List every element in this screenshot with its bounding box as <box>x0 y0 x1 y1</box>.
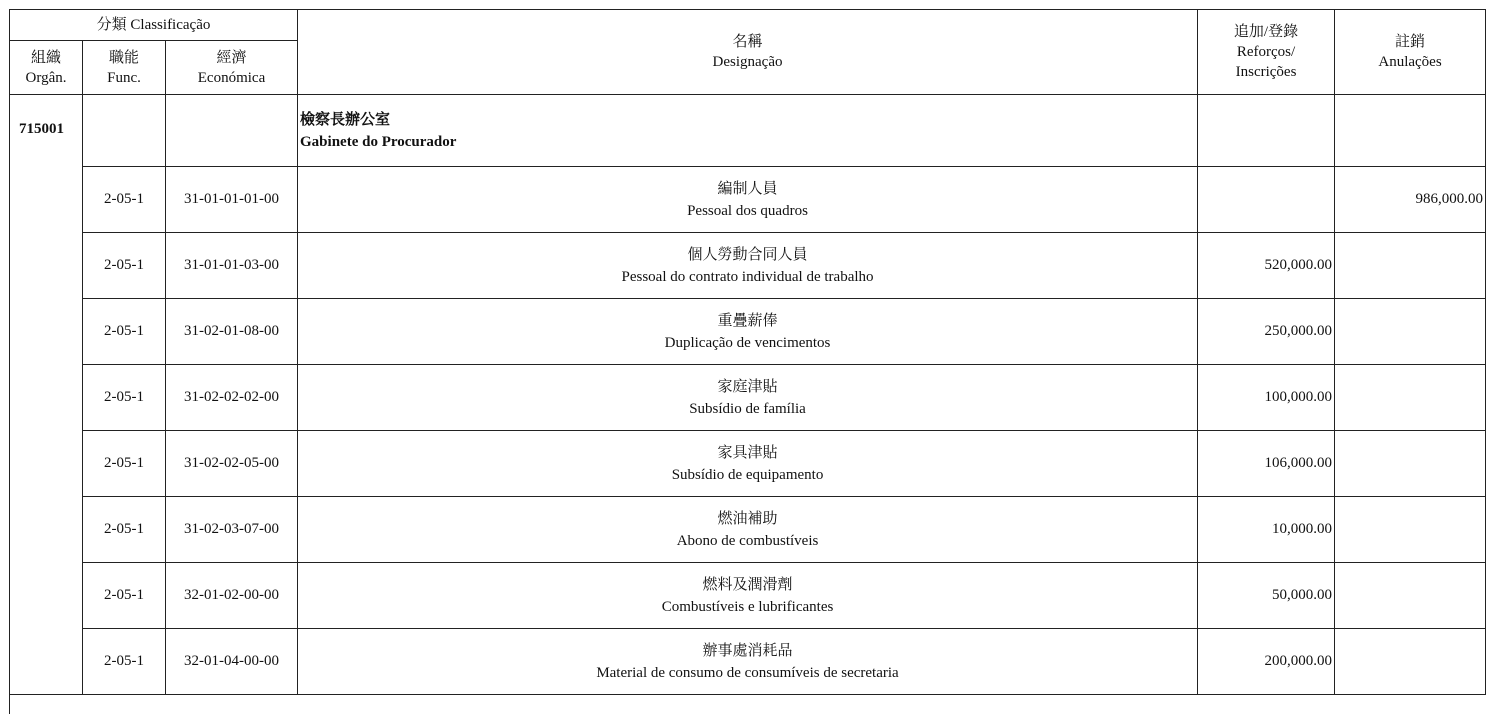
organization-name-pt: Gabinete do Procurador <box>300 133 457 150</box>
economic-code: 31-01-01-03-00 <box>166 233 298 299</box>
table-row <box>10 233 1486 299</box>
economic-code: 31-02-01-08-00 <box>166 299 298 365</box>
economic-header-pt: Económica <box>197 69 266 86</box>
functional-code: 2-05-1 <box>83 365 166 431</box>
designation-zh: 燃油補助 <box>717 510 778 527</box>
reinforcement-amount: 250,000.00 <box>1198 299 1335 365</box>
economic-code: 31-02-02-02-00 <box>166 365 298 431</box>
reinforcements-header-pt2: Inscrições <box>1235 64 1297 80</box>
designation-pt: Pessoal do contrato individual de trabalho <box>621 268 874 285</box>
header-row-top <box>10 10 1486 41</box>
designation-cell <box>298 563 1198 629</box>
annulment-amount <box>1335 497 1486 563</box>
table-row <box>10 497 1486 563</box>
economic-code: 32-01-04-00-00 <box>166 629 298 695</box>
designation-header <box>298 10 1198 95</box>
economic-code: 32-01-02-00-00 <box>166 563 298 629</box>
functional-code: 2-05-1 <box>83 167 166 233</box>
reinforcement-amount: 10,000.00 <box>1198 497 1335 563</box>
annulment-amount <box>1335 629 1486 695</box>
designation-pt: Abono de combustíveis <box>676 532 819 549</box>
annulment-amount <box>1335 299 1486 365</box>
organization-name-zh: 檢察長辦公室 <box>300 111 391 128</box>
designation-cell <box>298 233 1198 299</box>
designation-cell <box>298 497 1198 563</box>
organization-code: 715001 <box>10 95 83 695</box>
economic-code: 31-02-03-07-00 <box>166 497 298 563</box>
reinforcement-amount: 200,000.00 <box>1198 629 1335 695</box>
designation-pt: Subsídio de equipamento <box>671 466 824 483</box>
organization-econ-empty <box>166 95 298 167</box>
organic-header <box>10 41 83 95</box>
designation-header-pt: Designação <box>712 54 783 70</box>
functional-header <box>83 41 166 95</box>
organization-anulacoes-empty <box>1335 95 1486 167</box>
reinforcement-amount: 50,000.00 <box>1198 563 1335 629</box>
designation-pt: Pessoal dos quadros <box>687 202 808 219</box>
designation-zh: 重疊薪俸 <box>717 312 778 329</box>
designation-cell <box>298 629 1198 695</box>
annulments-header-pt: Anulações <box>1378 54 1442 70</box>
designation-pt: Material de consumo de consumíveis de secretaria <box>596 664 899 681</box>
designation-pt: Combustíveis e lubrificantes <box>661 598 834 615</box>
reinforcement-amount: 100,000.00 <box>1198 365 1335 431</box>
organization-func-empty <box>83 95 166 167</box>
annulments-header-zh: 註銷 <box>1395 34 1426 50</box>
table-row <box>10 563 1486 629</box>
designation-cell <box>298 299 1198 365</box>
table-row <box>10 431 1486 497</box>
reinforcements-header <box>1198 10 1335 95</box>
designation-cell <box>298 365 1198 431</box>
designation-cell <box>298 431 1198 497</box>
designation-zh: 辦事處消耗品 <box>702 642 793 659</box>
table-row <box>10 629 1486 695</box>
table-row <box>10 365 1486 431</box>
organization-name <box>298 95 1198 167</box>
organization-row <box>10 95 1486 167</box>
functional-header-pt: Func. <box>107 69 141 86</box>
annulment-amount <box>1335 365 1486 431</box>
annulment-amount <box>1335 563 1486 629</box>
designation-zh: 燃料及潤滑劑 <box>702 576 793 593</box>
table-row <box>10 299 1486 365</box>
organic-header-zh: 組織 <box>30 49 61 66</box>
designation-pt: Subsídio de família <box>689 400 806 417</box>
designation-pt: Duplicação de vencimentos <box>664 334 831 351</box>
economic-header <box>166 41 298 95</box>
functional-code: 2-05-1 <box>83 299 166 365</box>
annulment-amount <box>1335 233 1486 299</box>
designation-zh: 家具津貼 <box>717 444 778 461</box>
organization-reforcos-empty <box>1198 95 1335 167</box>
functional-code: 2-05-1 <box>83 629 166 695</box>
reinforcement-amount: 106,000.00 <box>1198 431 1335 497</box>
reinforcement-amount: 520,000.00 <box>1198 233 1335 299</box>
functional-header-zh: 職能 <box>108 49 139 66</box>
designation-header-zh: 名稱 <box>732 34 763 50</box>
annulment-amount <box>1335 431 1486 497</box>
functional-code: 2-05-1 <box>83 563 166 629</box>
table-row <box>10 167 1486 233</box>
classification-header: 分類 Classificação <box>10 10 298 41</box>
designation-zh: 個人勞動合同人員 <box>687 246 808 263</box>
functional-code: 2-05-1 <box>83 233 166 299</box>
annulment-amount: 986,000.00 <box>1335 167 1486 233</box>
annulments-header <box>1335 10 1486 95</box>
reinforcements-header-zh: 追加/登錄 <box>1233 24 1299 40</box>
functional-code: 2-05-1 <box>83 431 166 497</box>
designation-cell <box>298 167 1198 233</box>
economic-code: 31-02-02-05-00 <box>166 431 298 497</box>
economic-code: 31-01-01-01-00 <box>166 167 298 233</box>
functional-code: 2-05-1 <box>83 497 166 563</box>
organic-header-pt: Orgân. <box>25 69 67 86</box>
economic-header-zh: 經濟 <box>216 49 247 66</box>
reinforcement-amount <box>1198 167 1335 233</box>
budget-table <box>9 9 1486 695</box>
continuation-rule <box>9 690 10 714</box>
designation-zh: 編制人員 <box>717 180 778 197</box>
designation-zh: 家庭津貼 <box>717 378 778 395</box>
reinforcements-header-pt1: Reforços/ <box>1236 44 1296 60</box>
